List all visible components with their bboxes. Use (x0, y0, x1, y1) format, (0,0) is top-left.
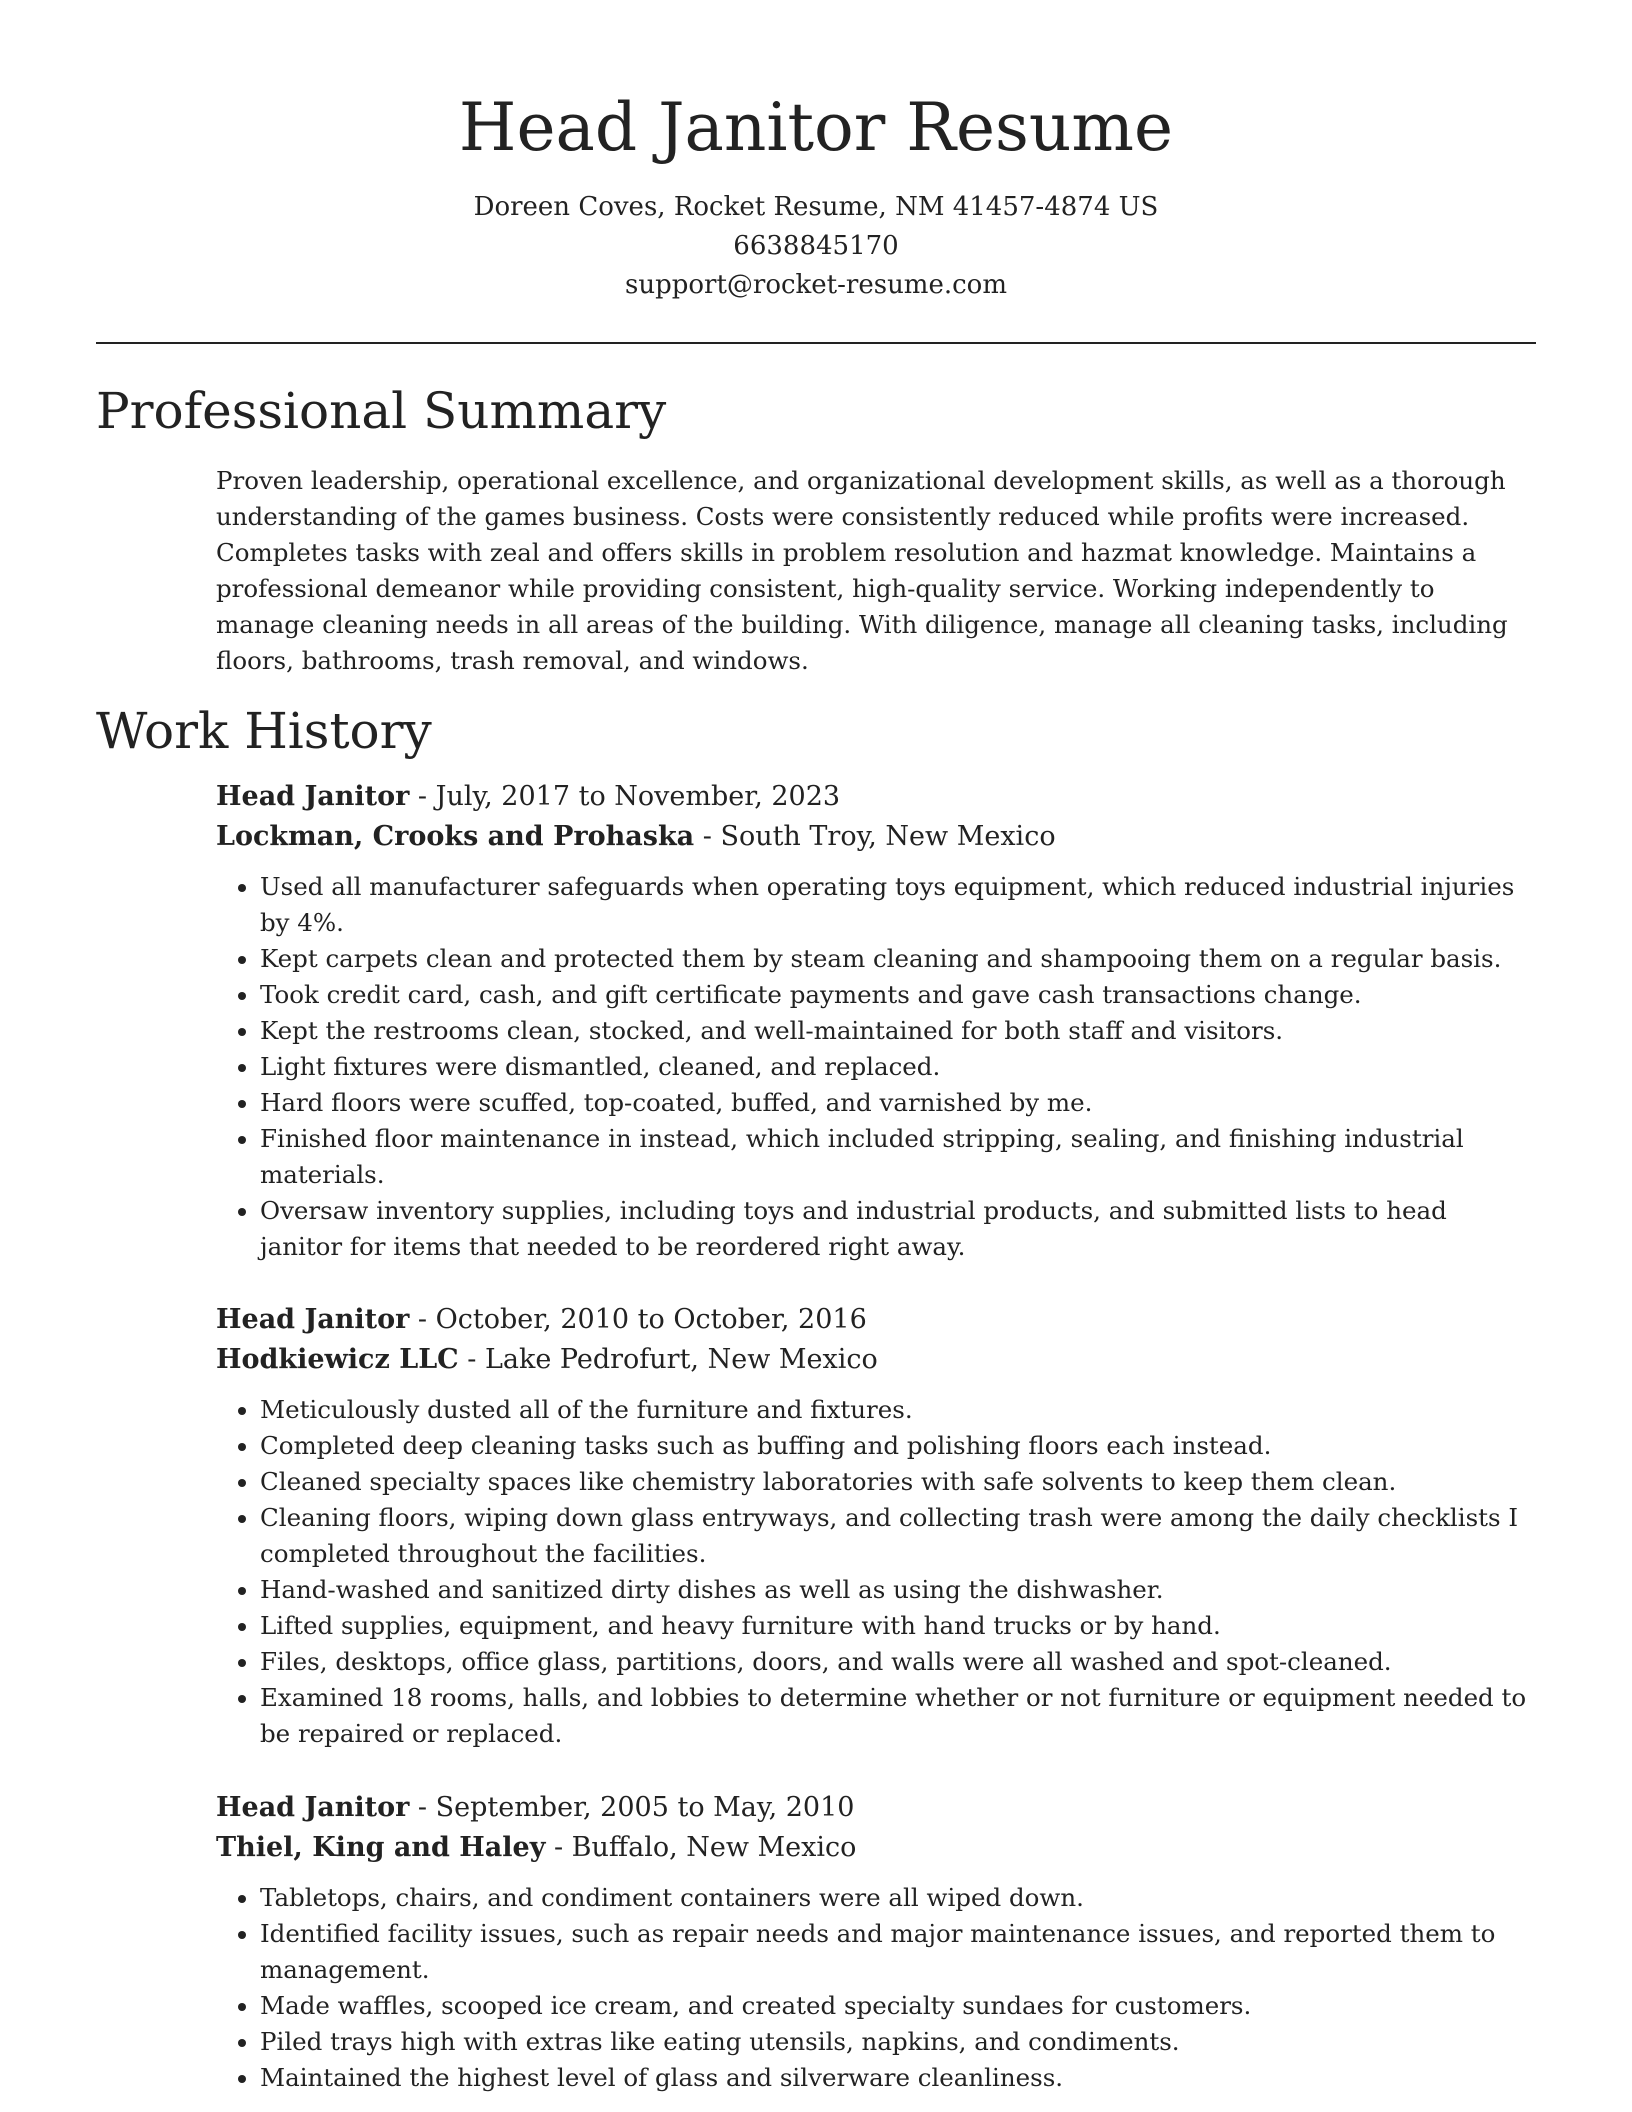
job-bullet: • Kept carpets clean and protected them by steam cleaning and shampooing them on a regular basis. (260, 941, 1536, 977)
job-title: Head Janitor (216, 1792, 410, 1823)
job-bullets (216, 1392, 1536, 1752)
job-title: Head Janitor (216, 1304, 410, 1335)
job-company-line (216, 1828, 1536, 1868)
job-company: Hodkiewicz LLC (216, 1344, 459, 1375)
job-bullet: • Hard floors were scuffed, top-coated, buffed, and varnished by me. (260, 1085, 1536, 1121)
job-dates: - October, 2010 to October, 2016 (409, 1304, 867, 1335)
job-title-line (216, 1300, 1536, 1340)
header-divider (96, 342, 1536, 344)
job-bullet: • Light fixtures were dismantled, cleaned, and replaced. (260, 1049, 1536, 1085)
job-title: Head Janitor (216, 781, 410, 812)
job-bullet: • Meticulously dusted all of the furniture and fixtures. (260, 1392, 1536, 1428)
work-history-heading: Work History (96, 702, 432, 760)
job-location: - Buffalo, New Mexico (545, 1832, 857, 1863)
job-title-line (216, 1788, 1536, 1828)
job-company-line (216, 1340, 1536, 1380)
job-bullet: • Piled trays high with extras like eating utensils, napkins, and condiments. (260, 2024, 1536, 2060)
job-entry (216, 1300, 1536, 1752)
job-location: - Lake Pedrofurt, New Mexico (458, 1344, 878, 1375)
job-bullet: • Examined 18 rooms, halls, and lobbies to determine whether or not furniture or equipment needed to be repaired or replaced. (260, 1680, 1536, 1752)
job-company-line (216, 817, 1536, 857)
job-title-line (216, 777, 1536, 817)
job-bullet: • Cleaned specialty spaces like chemistry laboratories with safe solvents to keep them clean. (260, 1464, 1536, 1500)
job-bullet: • Made waffles, scooped ice cream, and created specialty sundaes for customers. (260, 1988, 1536, 2024)
job-dates: - September, 2005 to May, 2010 (409, 1792, 855, 1823)
job-company: Thiel, King and Haley (216, 1832, 546, 1863)
job-bullet: • Tabletops, chairs, and condiment containers were all wiped down. (260, 1880, 1536, 1916)
job-bullet: • Kept the restrooms clean, stocked, and well-maintained for both staff and visitors. (260, 1013, 1536, 1049)
contact-phone: 6638845170 (733, 231, 899, 261)
job-bullet: • Completed deep cleaning tasks such as buffing and polishing floors each instead. (260, 1428, 1536, 1464)
job-dates: - July, 2017 to November, 2023 (409, 781, 841, 812)
job-bullet: • Cleaning floors, wiping down glass entryways, and collecting trash were among the daily checklists I completed throughout the facilities. (260, 1500, 1536, 1572)
resume-title: Head Janitor Resume (458, 89, 1174, 166)
job-entry (216, 777, 1536, 1265)
contact-address: Doreen Coves, Rocket Resume, NM 41457-4874 US (473, 192, 1159, 222)
summary-text: Proven leadership, operational excellence, and organizational development skills, as well as a thorough understanding of the games business. Costs were consistently reduced while profits were increased. Completes tasks with zeal and offers skills in problem resolution and hazmat knowledge. Maintains a professional demeanor while providing consistent, high-quality service. Working independently to manage cleaning needs in all areas of the building. With diligence, manage all cleaning tasks, including floors, bathrooms, trash removal, and windows. (216, 466, 1508, 675)
job-bullets (216, 869, 1536, 1265)
contact-email: support@rocket-resume.com (624, 270, 1007, 300)
job-bullet: • Took credit card, cash, and gift certificate payments and gave cash transactions change. (260, 977, 1536, 1013)
job-bullets (216, 1880, 1536, 2096)
job-bullet: • Used all manufacturer safeguards when operating toys equipment, which reduced industrial injuries by 4%. (260, 869, 1536, 941)
job-bullet: • Hand-washed and sanitized dirty dishes as well as using the dishwasher. (260, 1572, 1536, 1608)
job-entry (216, 1788, 1536, 2096)
resume-header (96, 80, 1536, 305)
job-bullet: • Oversaw inventory supplies, including toys and industrial products, and submitted lists to head janitor for items that needed to be reordered right away. (260, 1193, 1536, 1265)
summary-heading: Professional Summary (96, 382, 667, 440)
job-bullet: • Finished floor maintenance in instead, which included stripping, sealing, and finishing industrial materials. (260, 1121, 1536, 1193)
job-bullet: • Files, desktops, office glass, partitions, doors, and walls were all washed and spot-cleaned. (260, 1644, 1536, 1680)
job-bullet: • Identified facility issues, such as repair needs and major maintenance issues, and reported them to management. (260, 1916, 1536, 1988)
job-bullet: • Maintained the highest level of glass and silverware cleanliness. (260, 2060, 1536, 2096)
contact-block (96, 188, 1536, 305)
job-company: Lockman, Crooks and Prohaska (216, 821, 695, 852)
job-bullet: • Lifted supplies, equipment, and heavy furniture with hand trucks or by hand. (260, 1608, 1536, 1644)
job-location: - South Troy, New Mexico (694, 821, 1056, 852)
